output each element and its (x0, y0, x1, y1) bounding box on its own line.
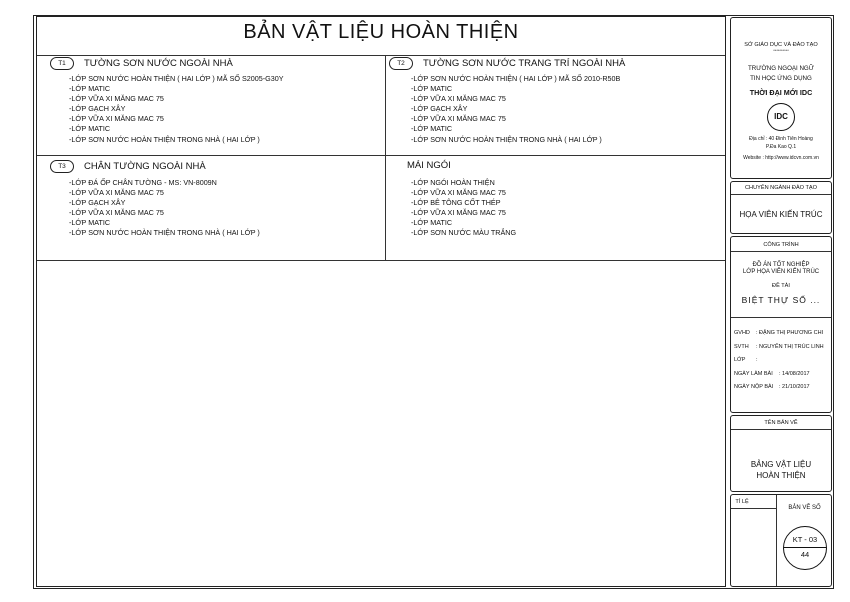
start-date-value: : 14/08/2017 (779, 370, 810, 377)
divider (37, 155, 725, 156)
list-item: -LỚP GẠCH XÂY (411, 104, 468, 114)
section-t3-heading (50, 160, 206, 173)
section-roof-items (411, 178, 516, 239)
divider (731, 508, 776, 509)
divider (731, 429, 831, 430)
list-item: -LỚP SƠN NƯỚC HOÀN THIỆN TRONG NHÀ ( HAI LỚP ) (69, 228, 260, 238)
school-name-1: TRƯỜNG NGOẠI NGỮ (747, 65, 815, 72)
sheet-label: BẢN VẼ SỐ (788, 505, 821, 511)
section-t2-heading (389, 57, 625, 70)
divider (37, 55, 725, 56)
divider (731, 317, 831, 318)
divider (731, 194, 831, 195)
list-item: -LỚP SƠN NƯỚC HOÀN THIỆN ( HAI LỚP ) MÃ SỐ 2010-R50B (411, 74, 621, 83)
sheet-code: KT - 03 (792, 535, 818, 544)
logo-text: IDC (774, 112, 788, 121)
section-title: CHÂN TƯỜNG NGOÀI NHÀ (84, 161, 206, 172)
divider (385, 55, 386, 260)
project-line-1: ĐỒ ÁN TỐT NGHIỆP (752, 262, 810, 268)
list-item: -LỚP MATIC (69, 124, 111, 134)
school-logo (767, 103, 795, 131)
list-item: -LỚP MATIC (411, 218, 453, 228)
list-item: -LỚP MATIC (69, 218, 111, 228)
address-district: P.Đa Kao Q.1 (765, 144, 797, 150)
page-title: BẢN VẬT LIỆU HOÀN THIỆN (243, 21, 519, 43)
gvhd-label: GVHD (734, 330, 750, 336)
list-item: -LỚP MATIC (69, 84, 111, 94)
list-item: -LỚP VỮA XI MĂNG MAC 75 (69, 208, 164, 218)
section-t1-items (69, 74, 284, 145)
divider (731, 251, 831, 252)
list-item: -LỚP GẠCH XÂY (69, 104, 126, 114)
topic-label: ĐỀ TÀI (772, 283, 790, 289)
list-item: -LỚP SƠN NƯỚC MÀU TRẮNG (411, 228, 517, 238)
section-roof-heading (407, 160, 451, 171)
gvhd-value: : ĐẶNG THỊ PHƯƠNG CHI (756, 330, 824, 336)
start-date-label: NGÀY LÀM BÀI (734, 370, 773, 377)
project-line-2: LỚP HỌA VIÊN KIẾN TRÚC (742, 269, 820, 275)
school-block (730, 17, 832, 179)
sheet-number-circle (783, 526, 827, 570)
section-tag: T2 (389, 57, 413, 70)
list-item: -LỚP VỮA XI MĂNG MAC 75 (411, 114, 506, 124)
list-item: -LỚP VỮA XI MĂNG MAC 75 (69, 114, 164, 124)
list-item: -LỚP MATIC (411, 124, 453, 134)
project-label: CÔNG TRÌNH (763, 242, 799, 248)
school-name-3: THỜI ĐẠI MỚI IDC (749, 88, 813, 97)
section-tag: T1 (50, 57, 74, 70)
section-t3-items (69, 178, 260, 239)
list-item: -LỚP SƠN NƯỚC HOÀN THIỆN TRONG NHÀ ( HAI LỚP ) (69, 134, 260, 144)
list-item: -LỚP SƠN NƯỚC HOÀN THIỆN TRONG NHÀ ( HAI LỚP ) (411, 134, 602, 144)
section-t2-items (411, 74, 620, 145)
scale-label: TỈ LỆ (735, 499, 749, 505)
divider (37, 260, 725, 261)
section-title: MÁI NGÓI (407, 160, 451, 171)
topic-value: BIỆT THỰ SỐ ... (741, 295, 821, 305)
dept-label: SỞ GIÁO DỤC VÀ ĐÀO TẠO (744, 42, 818, 48)
list-item: -LỚP NGÓI HOÀN THIỆN (411, 178, 495, 187)
list-item: -LỚP ĐÁ ỐP CHÂN TƯỜNG - MS: VN-8009N (69, 178, 217, 187)
divider (784, 547, 826, 548)
drawing-label: TÊN BẢN VẼ (764, 420, 798, 426)
major-value: HỌA VIÊN KIẾN TRÚC (739, 210, 823, 219)
address: Địa chỉ : 40 Đinh Tiên Hoàng (749, 136, 813, 142)
svth-label: SVTH (734, 343, 749, 350)
list-item: -LỚP BÊ TÔNG CỐT THÉP (411, 198, 501, 208)
sheet-block (730, 494, 832, 587)
section-tag: T3 (50, 160, 74, 173)
class-value: : (756, 357, 758, 363)
drawing-name-1: BẢNG VẬT LIỆU (750, 460, 812, 469)
dept-rule: ********** (773, 48, 789, 53)
student-info (734, 327, 831, 395)
major-label: CHUYÊN NGÀNH ĐÀO TẠO (744, 185, 817, 191)
list-item: -LỚP VỮA XI MĂNG MAC 75 (411, 208, 506, 218)
svth-value: : NGUYỄN THỊ TRÚC LINH (756, 343, 824, 350)
list-item: -LỚP SƠN NƯỚC HOÀN THIỆN ( HAI LỚP ) MÃ SỐ S2005-G30Y (69, 74, 284, 83)
section-title: TƯỜNG SƠN NƯỚC NGOÀI NHÀ (84, 58, 233, 69)
list-item: -LỚP VỮA XI MĂNG MAC 75 (69, 94, 164, 104)
section-title: TƯỜNG SƠN NƯỚC TRANG TRÍ NGOÀI NHÀ (423, 58, 626, 69)
list-item: -LỚP VỮA XI MĂNG MAC 75 (411, 94, 506, 104)
list-item: -LỚP MATIC (411, 84, 453, 94)
website: Website : http://www.idcvn.com.vn (743, 155, 819, 161)
school-name-2: TIN HỌC ỨNG DỤNG (750, 75, 812, 82)
drawing-name-block (730, 415, 832, 492)
submit-date-label: NGÀY NỘP BÀI (734, 384, 774, 390)
major-block (730, 181, 832, 234)
drawing-name-2: HOÀN THIỆN (756, 471, 806, 480)
list-item: -LỚP GẠCH XÂY (69, 198, 126, 208)
class-label: LỚP (734, 357, 746, 363)
section-t1-heading (50, 57, 233, 70)
list-item: -LỚP VỮA XI MĂNG MAC 75 (411, 188, 506, 198)
submit-date-value: : 21/10/2017 (779, 384, 810, 390)
list-item: -LỚP VỮA XI MĂNG MAC 75 (69, 188, 164, 198)
project-block (730, 236, 832, 413)
sheet-number: 44 (800, 550, 810, 559)
